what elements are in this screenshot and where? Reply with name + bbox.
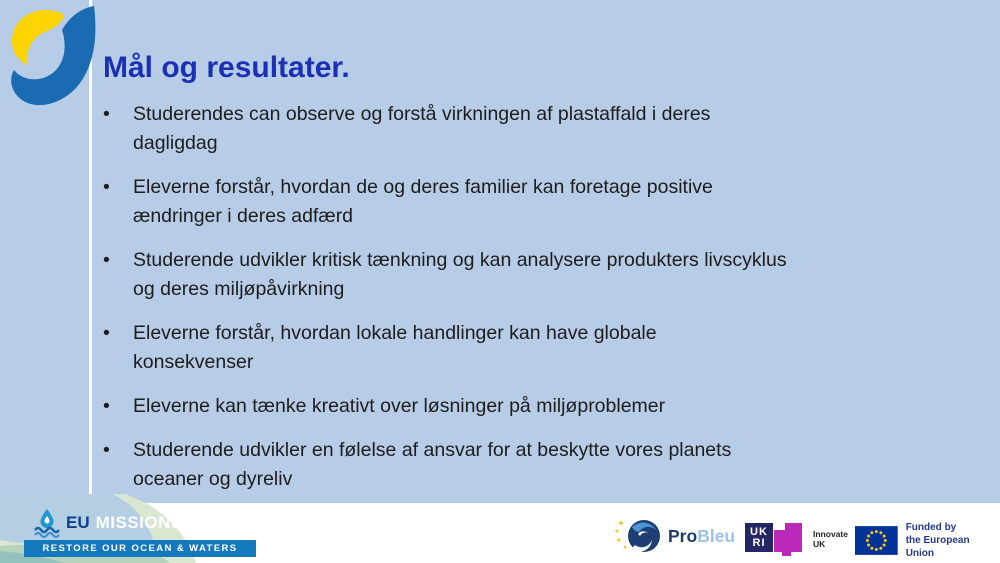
eu-flag-icon: [855, 526, 898, 555]
bullet-item: [103, 392, 913, 421]
bullet-marker: •: [103, 176, 110, 198]
ukri-letters-block: [745, 523, 773, 552]
bullet-line: Studerende udvikler kritisk tænkning og kan analysere produkters livscyklus: [133, 249, 787, 271]
bird-yellow-shape: [12, 10, 64, 65]
water-drop-waves-icon: [34, 508, 60, 538]
bullet-line: Eleverne kan tænke kreativt over løsninger på miljøproblemer: [133, 395, 666, 417]
restore-ocean-banner: RESTORE OUR OCEAN & WATERS: [24, 540, 256, 557]
ukri-magenta-shape-icon: [774, 523, 802, 556]
eu-funding-logo: [855, 521, 1000, 560]
bullet-item: [103, 100, 913, 158]
page-title: Mål og resultater.: [103, 51, 350, 84]
bullet-line: Studerendes can observe og forstå virkningen af plastaffald i deres: [133, 103, 711, 125]
probleu-swirl-icon: [614, 517, 664, 555]
eu-missions-eu-text: EU: [66, 513, 90, 532]
eu-missions-logo: [24, 504, 260, 560]
bird-logo-icon: [6, 4, 98, 110]
bullet-item: [103, 246, 913, 304]
bullet-marker: •: [103, 322, 110, 344]
probleu-pro-text: Pro: [668, 525, 698, 546]
bullet-line: Eleverne forstår, hvordan lokale handlinger kan have globale: [133, 322, 657, 344]
ukri-uk-text: UK: [750, 525, 768, 538]
ukri-innovate-uk-logo: [745, 523, 848, 556]
bullet-item: [103, 319, 913, 377]
probleu-logo: [614, 517, 735, 555]
innovate-uk-line2: UK: [813, 539, 826, 549]
probleu-bleu-text: Bleu: [697, 525, 736, 546]
bullet-line: Eleverne forstår, hvordan de og deres familier kan foretage positive: [133, 176, 713, 198]
bullet-marker: •: [103, 249, 110, 271]
bullet-line: Studerende udvikler en følelse af ansvar for at beskytte vores planets: [133, 439, 732, 461]
bullet-item: [103, 173, 913, 231]
innovate-uk-line1: Innovate: [813, 529, 848, 539]
funded-by-line1: Funded by: [905, 522, 957, 533]
bullet-marker: •: [103, 395, 110, 417]
bullet-line: dagligdag: [133, 132, 218, 154]
bullet-marker: •: [103, 103, 110, 125]
eu-missions-missions-text: MISSIONS: [95, 513, 183, 532]
bullet-line: oceaner og dyreliv: [133, 468, 293, 490]
bullet-line: ændringer i deres adfærd: [133, 205, 354, 227]
bullet-line: konsekvenser: [133, 351, 254, 373]
funded-by-line2: the European Union: [905, 535, 970, 559]
bullet-list: [103, 100, 913, 494]
footer-band: [0, 503, 1000, 563]
ukri-ri-text: RI: [752, 536, 766, 549]
bullet-marker: •: [103, 439, 110, 461]
bullet-line: og deres miljøpåvirkning: [133, 278, 345, 300]
slide-content: [103, 50, 913, 509]
bullet-item: [103, 436, 913, 494]
